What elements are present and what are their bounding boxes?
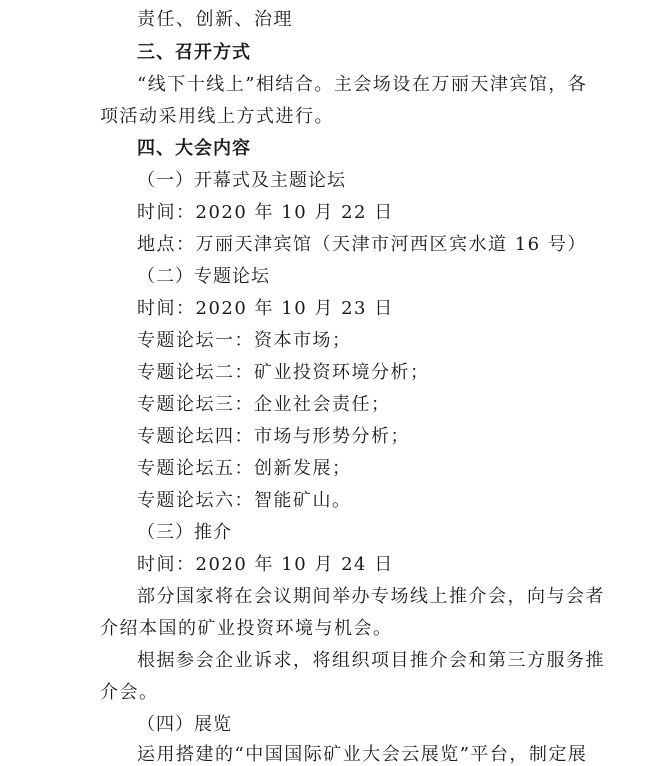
paragraph-line: 部分国家将在会议期间举办专场线上推介会，向与会者	[137, 586, 605, 607]
subsection-heading-4: （四）展览	[137, 714, 232, 735]
list-item: 专题论坛五：创新发展；	[137, 458, 352, 479]
subsection-heading-1: （一）开幕式及主题论坛	[137, 170, 346, 191]
list-item: 专题论坛一：资本市场；	[137, 330, 352, 351]
subsection-heading-3: （三）推介	[137, 522, 232, 543]
section-heading-4: 四、大会内容	[137, 138, 251, 159]
paragraph-line: 介绍本国的矿业投资环境与机会。	[100, 618, 393, 639]
subsection-heading-2: （二）专题论坛	[137, 266, 270, 287]
list-item: 专题论坛二：矿业投资环境分析；	[137, 362, 430, 383]
list-item: 专题论坛三：企业社会责任；	[137, 394, 391, 415]
paragraph-line: 根据参会企业诉求，将组织项目推介会和第三方服务推	[137, 650, 605, 671]
paragraph-line: 地点：万丽天津宾馆（天津市河西区宾水道 16 号）	[137, 234, 587, 255]
paragraph-line: 时间：2020 年 10 月 22 日	[137, 202, 394, 223]
list-item: 专题论坛六：智能矿山。	[137, 490, 352, 511]
paragraph-line: 时间：2020 年 10 月 23 日	[137, 298, 394, 319]
paragraph-line: 时间：2020 年 10 月 24 日	[137, 554, 394, 575]
paragraph-line: 介会。	[100, 682, 159, 703]
paragraph-line: “线下十线上”相结合。主会场设在万丽天津宾馆，各	[137, 74, 588, 95]
paragraph-line: 运用搭建的“中国国际矿业大会云展览”平台，制定展	[137, 744, 588, 765]
paragraph-line: 项活动采用线上方式进行。	[100, 106, 334, 127]
section-heading-3: 三、召开方式	[137, 42, 251, 63]
list-item: 专题论坛四：市场与形势分析；	[137, 426, 410, 447]
paragraph-line: 责任、创新、治理	[137, 9, 293, 30]
